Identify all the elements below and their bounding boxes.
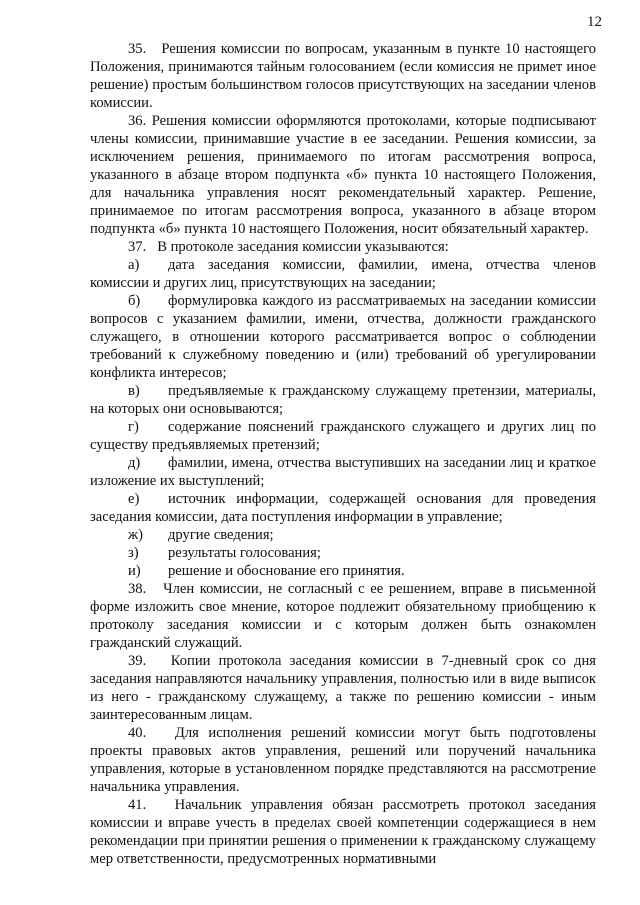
paragraph-41: 41. Начальник управления обязан рассмотреть протокол заседания комиссии и вправе учесть в пределах своей компетенции содержащиеся в нем рекомендации при принятии решения о применении к гражданскому служащему мер ответственности, предусмотренных нормативными xyxy=(90,797,596,867)
list-marker: б) xyxy=(128,293,141,309)
list-marker: в) xyxy=(128,383,140,399)
list-marker: ж) xyxy=(128,527,143,543)
list-item xyxy=(90,490,596,526)
list-item-text: другие сведения; xyxy=(168,527,274,543)
paragraph-39: 39. Копии протокола заседания комиссии в 7-дневный срок со дня заседания направляются начальнику управления, полностью или в виде выписок из него - гражданскому служащему, а также по решению комиссии - иным заинтересованным лицам. xyxy=(90,653,596,723)
paragraph-40: 40. Для исполнения решений комиссии могут быть подготовлены проекты правовых актов управления, решений или поручений начальника управления, которые в установленном порядке представляются на рассмотрение начальника управления. xyxy=(90,725,596,795)
protocol-contents-list xyxy=(90,256,596,580)
list-item xyxy=(90,526,596,544)
list-item-text: решение и обоснование его принятия. xyxy=(168,563,405,579)
paragraph-36: 36. Решения комиссии оформляются протоколами, которые подписывают члены комиссии, принимавшие участие в ее заседании. Решения комиссии, за исключением решения, принимаемого по итогам рассмотрения вопроса, указанного в абзаце втором подпункта «б» пункта 10 настоящего Положения, для начальника управления носят рекомендательный характер. Решение, принимаемое по итогам рассмотрения вопроса, указанного в абзаце втором подпункта «б» пункта 10 настоящего Положения, носит обязательный характер. xyxy=(90,113,596,237)
list-item xyxy=(90,256,596,292)
list-item-text: фамилии, имена, отчества выступивших на заседании лиц и краткое изложение их выступлений; xyxy=(90,455,596,489)
list-item xyxy=(90,382,596,418)
list-item-text: содержание пояснений гражданского служащего и других лиц по существу предъявляемых претензий; xyxy=(90,419,596,453)
list-item-text: источник информации, содержащей основания для проведения заседания комиссии, дата поступления информации в управление; xyxy=(90,491,596,525)
paragraph-38: 38. Член комиссии, не согласный с ее решением, вправе в письменной форме изложить свое мнение, которое подлежит обязательному приобщению к протоколу заседания комиссии и с которым должен быть ознакомлен гражданский служащий. xyxy=(90,581,596,651)
document-body xyxy=(90,40,596,868)
list-item xyxy=(90,454,596,490)
list-item xyxy=(90,544,596,562)
list-marker: е) xyxy=(128,491,140,507)
list-marker: и) xyxy=(128,563,141,579)
page-number: 12 xyxy=(587,14,602,30)
paragraph-35: 35. Решения комиссии по вопросам, указанным в пункте 10 настоящего Положения, принимаются тайным голосованием (если комиссия не примет иное решение) простым большинством голосов присутствующих на заседании членов комиссии. xyxy=(90,41,596,111)
list-item-text: результаты голосования; xyxy=(168,545,321,561)
list-marker: д) xyxy=(128,455,141,471)
paragraph-37: 37. В протоколе заседания комиссии указываются: xyxy=(128,239,449,255)
list-item xyxy=(90,292,596,382)
list-item-text: предъявляемые к гражданскому служащему претензии, материалы, на которых они основываются; xyxy=(90,383,596,417)
list-item-text: дата заседания комиссии, фамилии, имена, отчества членов комиссии и других лиц, присутствующих на заседании; xyxy=(90,257,596,291)
list-item xyxy=(90,562,596,580)
list-item-text: формулировка каждого из рассматриваемых на заседании комиссии вопросов с указанием фамилии, имени, отчества, должности гражданского служащего, в отношении которого рассматривается вопрос о соблюдении требований к служебному поведению и (или) требований об урегулировании конфликта интересов; xyxy=(90,293,596,381)
list-marker: з) xyxy=(128,545,139,561)
list-item xyxy=(90,418,596,454)
list-marker: а) xyxy=(128,257,140,273)
list-marker: г) xyxy=(128,419,139,435)
